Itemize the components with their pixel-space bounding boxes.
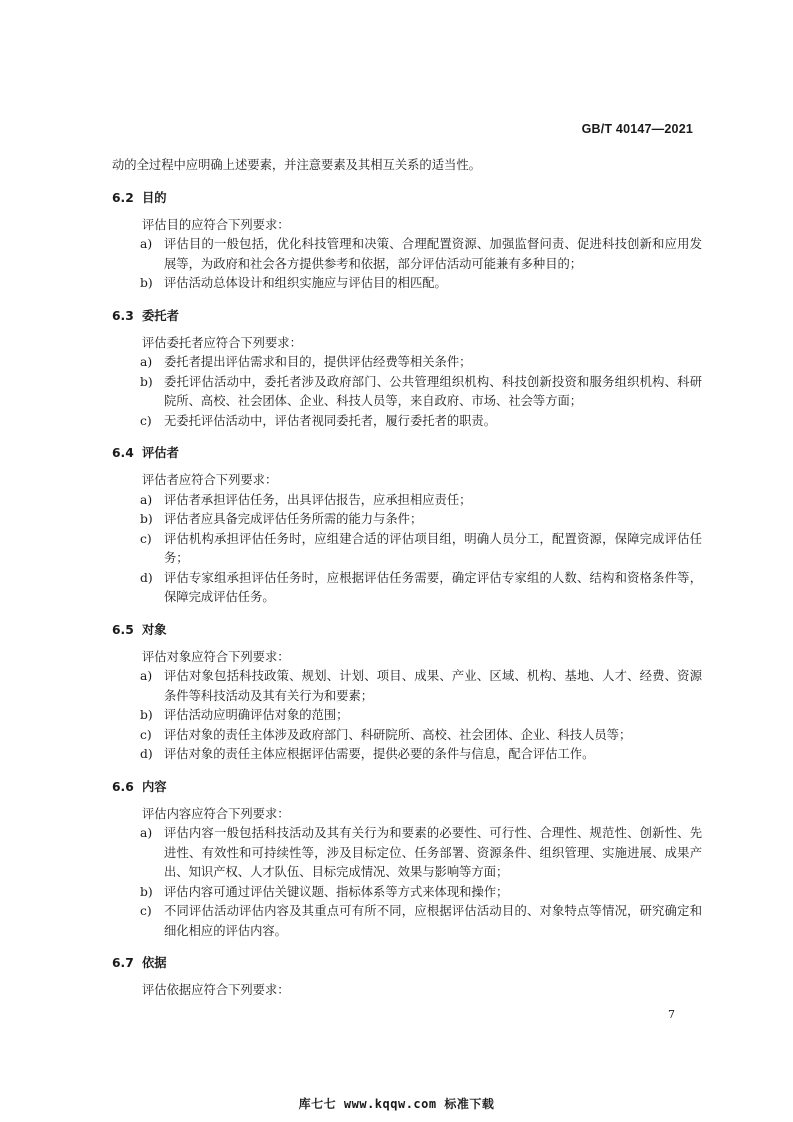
list-item xyxy=(112,569,702,608)
continuation-paragraph: 动的全过程中应明确上述要素，并注意要素及其相互关系的适当性。 xyxy=(112,158,481,172)
section-number: 6.3 xyxy=(112,308,134,323)
list-item-text: 委托者提出评估需求和目的，提供评估经费等相关条件； xyxy=(164,355,472,369)
list-item-text: 无委托评估活动中，评估者视同委托者，履行委托者的职责。 xyxy=(164,413,497,428)
section-heading xyxy=(112,186,702,210)
document-body xyxy=(112,156,702,1001)
section-title: 评估者 xyxy=(142,446,179,460)
list-item xyxy=(112,824,702,883)
list-item xyxy=(112,235,702,274)
list-item-marker: b) xyxy=(140,512,153,526)
section-intro: 评估者应符合下列要求： xyxy=(142,473,278,487)
list-item xyxy=(112,353,702,373)
page-number: 7 xyxy=(668,1008,675,1021)
list-item-text: 评估对象包括科技政策、规划、计划、项目、成果、产业、区域、机构、基地、人才、经费、资源条件等科技活动及其有关行为和要素； xyxy=(164,669,702,703)
section-number: 6.2 xyxy=(112,190,134,205)
section-intro: 评估对象应符合下列要求： xyxy=(142,649,290,664)
list-item-marker: b) xyxy=(140,374,153,389)
section-number: 6.6 xyxy=(112,779,134,794)
list-item-marker: a) xyxy=(140,492,153,507)
list-item-text: 评估机构承担评估任务时，应组建合适的评估项目组，明确人员分工，配置资源，保障完成评估任务； xyxy=(164,531,702,565)
list-item-text: 评估活动总体设计和组织实施应与评估目的相匹配。 xyxy=(164,276,447,290)
section-title: 对象 xyxy=(142,622,167,637)
list-item xyxy=(112,745,702,765)
list-item-text: 评估内容可通过评估关键议题、指标体系等方式来体现和操作； xyxy=(164,884,509,899)
list-item-marker: b) xyxy=(140,884,153,899)
list-item-marker: d) xyxy=(140,747,153,761)
section-number: 6.7 xyxy=(112,956,134,970)
section-heading xyxy=(112,618,702,642)
sections-container xyxy=(112,186,702,1001)
list-item-text: 评估内容一般包括科技活动及其有关行为和要素的必要性、可行性、合理性、规范性、创新性、先进性、有效性和可持续性等，涉及目标定位、任务部署、资源条件、组织管理、实施进展、成果产出、知识产权、人才队伍、目标完成情况、效果与影响等方面； xyxy=(164,826,702,879)
list-item-text: 评估对象的责任主体应根据评估需要，提供必要的条件与信息，配合评估工作。 xyxy=(164,747,595,761)
list-item xyxy=(112,510,702,530)
section-title: 委托者 xyxy=(142,308,179,323)
standard-code: GB/T 40147—2021 xyxy=(581,122,693,136)
section-title: 内容 xyxy=(142,779,167,794)
list-item xyxy=(112,373,702,412)
list-item-text: 评估者应具备完成评估任务所需的能力与条件； xyxy=(164,512,423,526)
section-number: 6.4 xyxy=(112,446,134,460)
list-item-text: 评估对象的责任主体涉及政府部门、科研院所、高校、社会团体、企业、科技人员等； xyxy=(164,727,632,742)
section-intro: 评估委托者应符合下列要求： xyxy=(142,335,302,350)
list-item-text: 委托评估活动中，委托者涉及政府部门、公共管理组织机构、科技创新投资和服务组织机构、科研院所、高校、社会团体、企业、科技人员等，来自政府、市场、社会等方面； xyxy=(164,374,702,408)
list-item-text: 评估活动应明确评估对象的范围； xyxy=(164,708,349,722)
list-item-text: 评估专家组承担评估任务时，应根据评估任务需要，确定评估专家组的人数、结构和资格条件等，保障完成评估任务。 xyxy=(164,570,702,604)
list-item-text: 不同评估活动评估内容及其重点可有所不同，应根据评估活动目的、对象特点等情况，研究确定和细化相应的评估内容。 xyxy=(164,904,702,938)
list-item-marker: a) xyxy=(140,669,153,683)
list-item-marker: a) xyxy=(140,237,153,251)
section-title: 依据 xyxy=(142,956,167,970)
list-item-marker: b) xyxy=(140,276,153,290)
list-item-marker: d) xyxy=(140,570,153,585)
section-heading xyxy=(112,775,702,799)
list-item xyxy=(112,412,702,432)
list-item xyxy=(112,726,702,746)
section-heading xyxy=(112,304,702,328)
list-item xyxy=(112,883,702,903)
section-heading xyxy=(112,441,702,465)
list-item xyxy=(112,706,702,726)
list-item xyxy=(112,530,702,569)
section-heading xyxy=(112,951,702,975)
list-item-text: 评估者承担评估任务，出具评估报告，应承担相应责任； xyxy=(164,492,472,507)
list-item-marker: c) xyxy=(140,531,152,546)
list-item xyxy=(112,491,702,511)
list-item-text: 评估目的一般包括，优化科技管理和决策、合理配置资源、加强监督问责、促进科技创新和应用发展等，为政府和社会各方提供参考和依据，部分评估活动可能兼有多种目的； xyxy=(164,237,702,271)
list-item-marker: c) xyxy=(140,413,152,428)
list-item xyxy=(112,902,702,941)
section-intro: 评估目的应符合下列要求： xyxy=(142,217,290,232)
section-intro: 评估内容应符合下列要求： xyxy=(142,806,290,821)
list-item-marker: a) xyxy=(140,355,153,369)
footer-watermark: 库七七 www.kqqw.com 标准下载 xyxy=(298,1097,495,1111)
list-item xyxy=(112,274,702,294)
section-title: 目的 xyxy=(142,190,167,205)
list-item xyxy=(112,667,702,706)
list-item-marker: a) xyxy=(140,826,153,840)
list-item-marker: b) xyxy=(140,708,153,722)
list-item-marker: c) xyxy=(140,904,152,918)
list-item-marker: c) xyxy=(140,727,152,742)
section-number: 6.5 xyxy=(112,622,134,637)
section-intro: 评估依据应符合下列要求： xyxy=(142,983,290,997)
